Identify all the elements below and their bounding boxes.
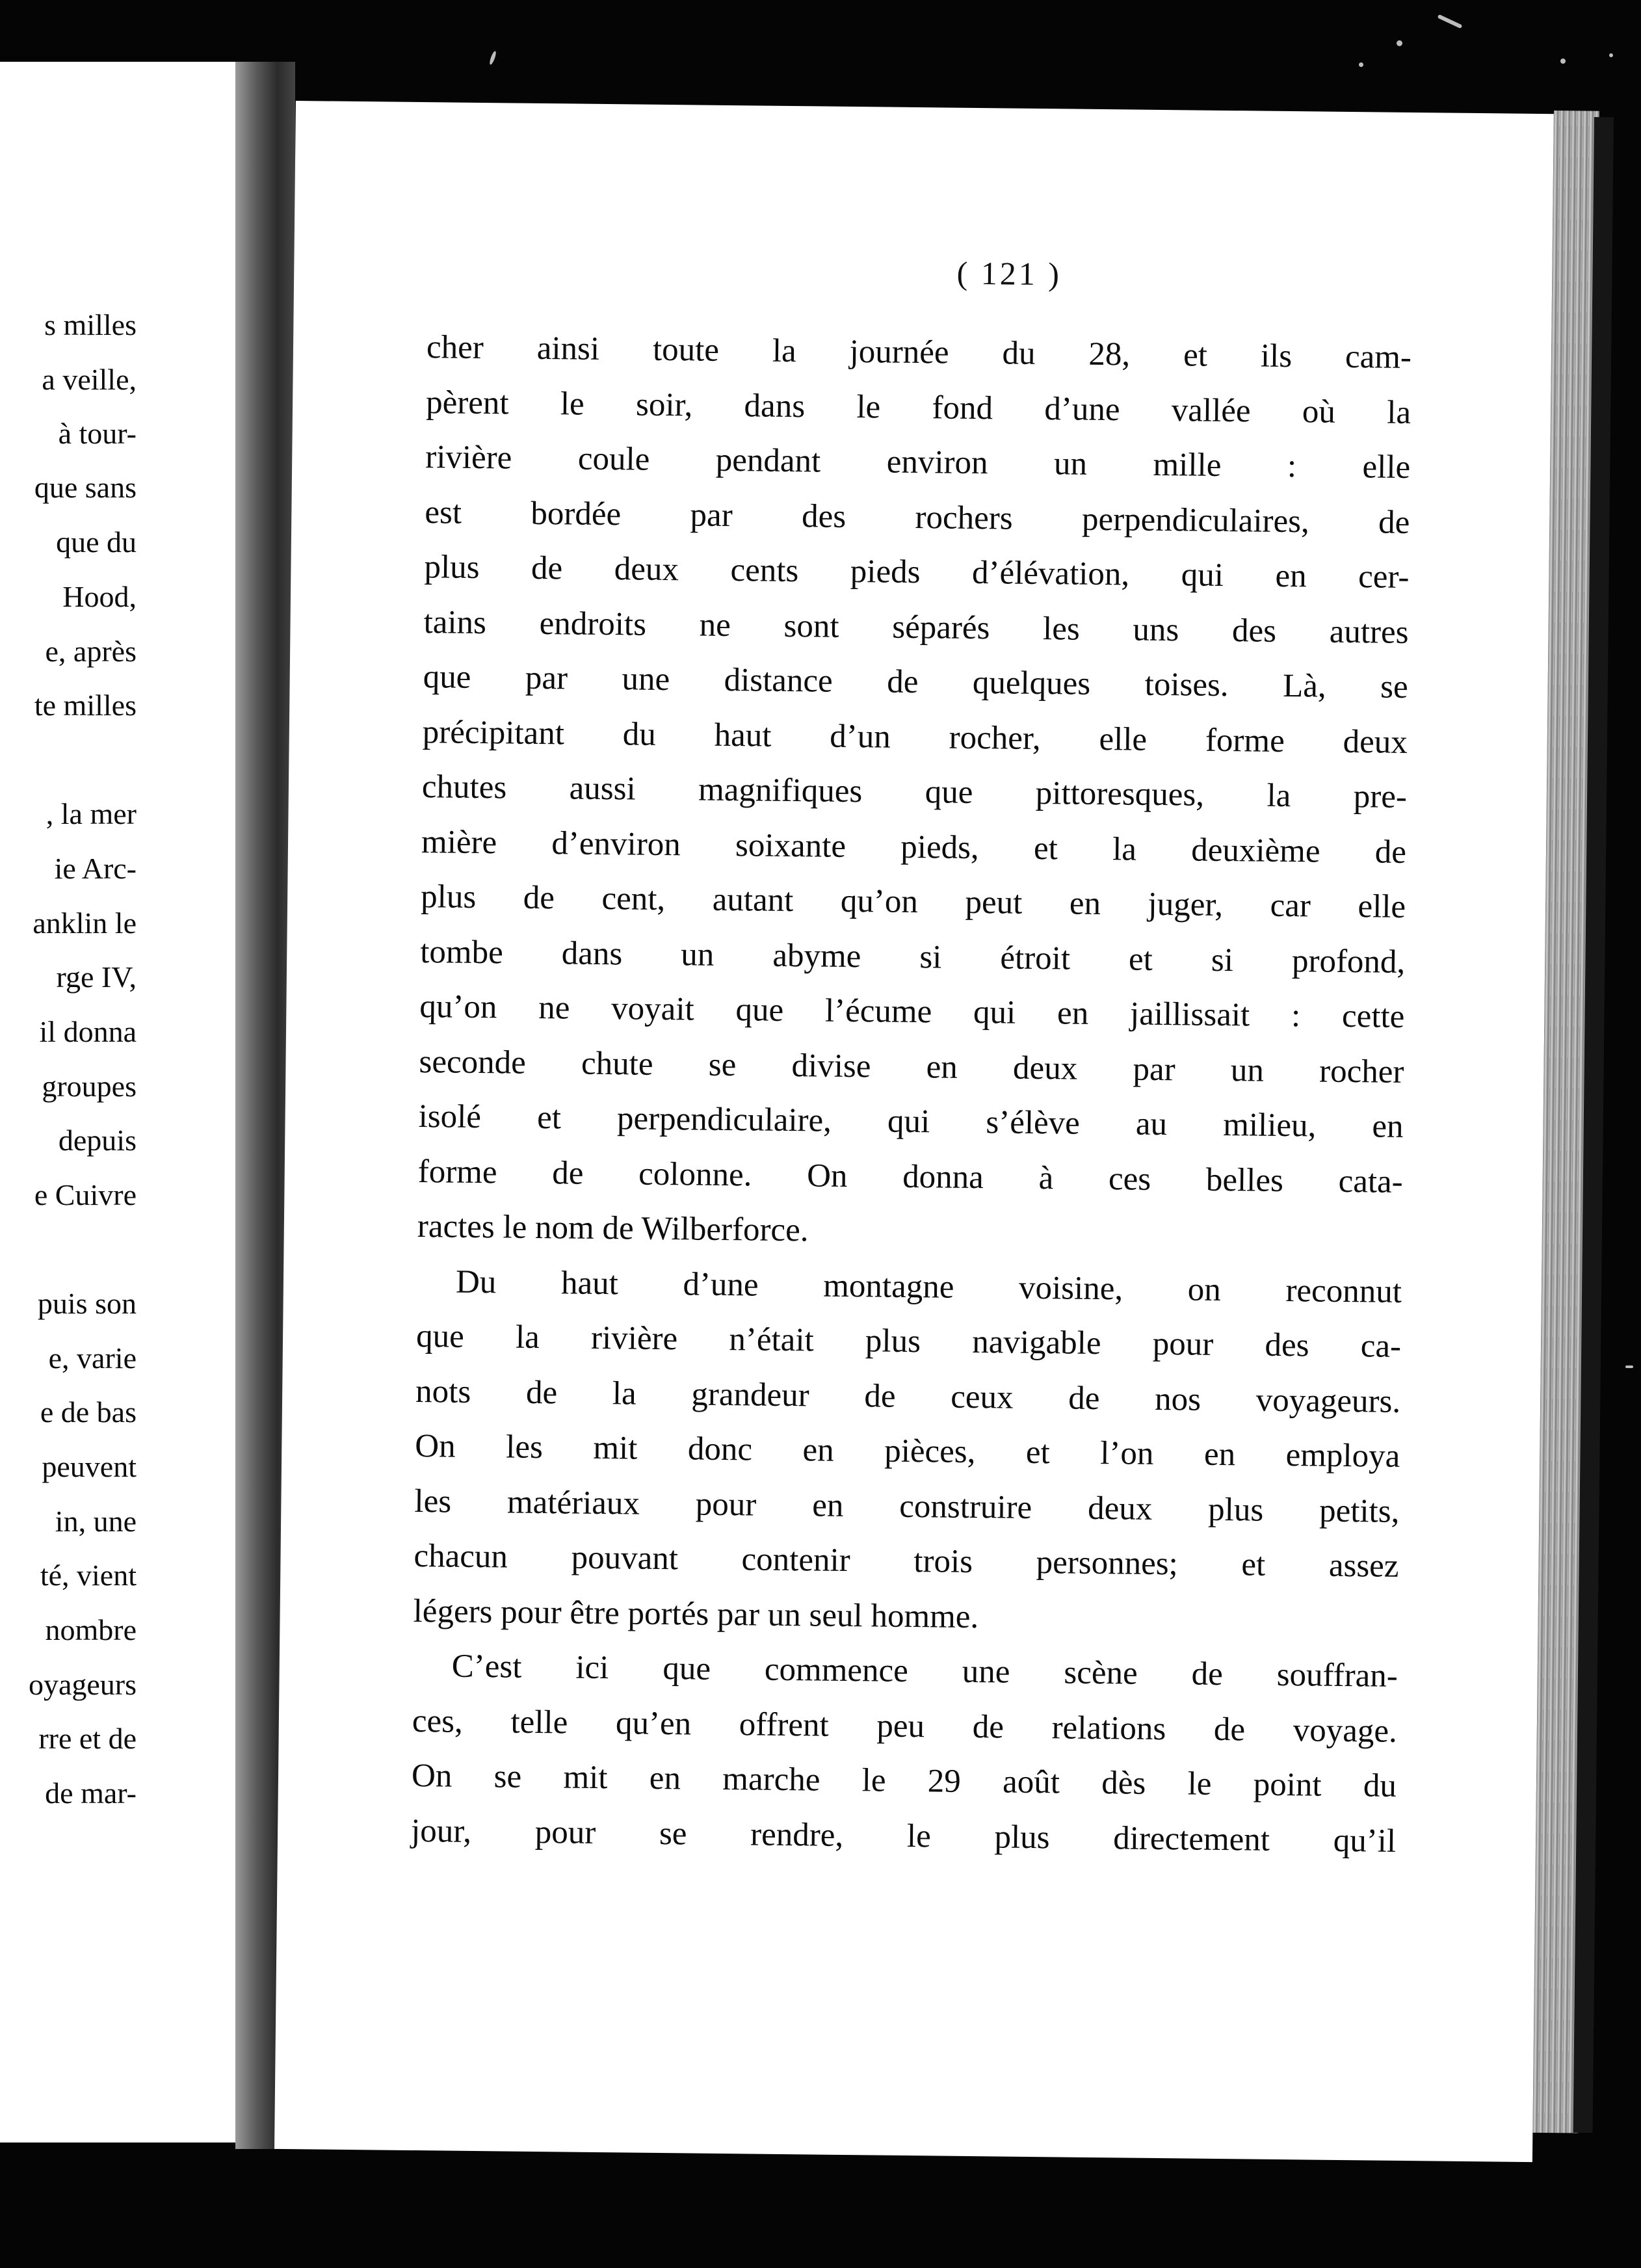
left-page-line: e de bas bbox=[40, 1395, 137, 1429]
left-page-line: il donna bbox=[39, 1015, 137, 1048]
text-line: On se mit en marche le 29 août dès le point du bbox=[411, 1758, 1397, 1804]
text-line: précipitant du haut d’un rocher, elle forme deux bbox=[422, 713, 1408, 761]
left-page-line: de mar- bbox=[45, 1776, 137, 1810]
text-line: rivière coule pendant environ un mille : elle bbox=[425, 439, 1411, 486]
text-line: Du haut d’une montagne voisine, on reconnut bbox=[455, 1263, 1402, 1310]
left-page-line: in, une bbox=[55, 1505, 137, 1538]
text-line: plus de deux cents pieds d’élévation, qui en cer- bbox=[424, 549, 1410, 596]
text-line: tains endroits ne sont séparés les uns des autres bbox=[423, 603, 1409, 651]
text-line: mière d’environ soixante pieds, et la deuxième de bbox=[421, 823, 1407, 871]
scan-speck bbox=[488, 51, 497, 66]
left-page-line: ie Arc- bbox=[54, 852, 137, 885]
scan-speck bbox=[1397, 40, 1402, 46]
left-page bbox=[0, 62, 241, 2143]
page-body-text bbox=[411, 320, 1412, 1869]
scan-speck bbox=[1359, 62, 1363, 67]
left-page-line: e Cuivre bbox=[34, 1178, 137, 1211]
text-line: isolé et perpendiculaire, qui s’élève au milieu, en bbox=[418, 1098, 1404, 1145]
left-page-line: groupes bbox=[42, 1070, 137, 1103]
text-line: chutes aussi magnifiques que pittoresques, la pre- bbox=[421, 769, 1408, 815]
left-page-line: , la mer bbox=[46, 797, 137, 830]
scan-speck bbox=[1560, 59, 1566, 64]
page-number: ( 121 ) bbox=[956, 254, 1062, 293]
text-line: les matériaux pour en construire deux plus petits, bbox=[414, 1483, 1400, 1530]
left-page-line: puis son bbox=[37, 1287, 137, 1320]
left-page-line: à tour- bbox=[58, 417, 137, 450]
left-page-line: nombre bbox=[45, 1613, 137, 1646]
left-page-line: s milles bbox=[44, 308, 137, 341]
left-page-line: depuis bbox=[58, 1124, 137, 1157]
scan-speck bbox=[1438, 14, 1463, 29]
text-line: ractes le nom de Wilberforce. bbox=[417, 1208, 809, 1249]
left-page-line: Hood, bbox=[62, 580, 137, 613]
text-line: nots de la grandeur de ceux de nos voyageurs. bbox=[415, 1373, 1401, 1420]
left-page-line: peuvent bbox=[42, 1450, 137, 1483]
left-page-line: e, varie bbox=[48, 1341, 137, 1375]
left-page-line: rge IV, bbox=[56, 960, 137, 994]
text-line: forme de colonne. On donna à ces belles cata- bbox=[417, 1153, 1403, 1200]
text-line: que la rivière n’était plus navigable pour des ca- bbox=[415, 1318, 1402, 1365]
text-line: tombe dans un abyme si étroit et si profond, bbox=[420, 933, 1406, 981]
scan-speck bbox=[1625, 1365, 1633, 1368]
text-line: pèrent le soir, dans le fond d’une vallée où la bbox=[425, 384, 1411, 431]
scan-speck bbox=[1609, 53, 1613, 57]
text-line: que par une distance de quelques toises. Là, se bbox=[423, 659, 1408, 705]
text-line: ces, telle qu’en offrent peu de relations de voyage. bbox=[412, 1702, 1398, 1750]
text-line: C’est ici que commence une scène de souffran- bbox=[451, 1648, 1398, 1694]
left-page-line: a veille, bbox=[42, 363, 137, 396]
left-page-line: te milles bbox=[34, 689, 137, 722]
left-page-line: que sans bbox=[34, 471, 137, 504]
left-page-line: anklin le bbox=[33, 906, 137, 940]
left-page-line: e, après bbox=[45, 635, 137, 668]
text-line: est bordée par des rochers perpendiculaires, de bbox=[425, 494, 1410, 541]
left-page-line: que du bbox=[56, 525, 137, 559]
right-page bbox=[274, 101, 1554, 2162]
text-line: On les mit donc en pièces, et l’on en employa bbox=[415, 1428, 1400, 1475]
text-line: légers pour être portés par un seul homme. bbox=[413, 1592, 979, 1635]
text-line: chacun pouvant contenir trois personnes; et assez bbox=[414, 1538, 1399, 1585]
left-page-line: té, vient bbox=[40, 1559, 137, 1592]
text-line: qu’on ne voyait que l’écume qui en jaillissait : cette bbox=[419, 988, 1405, 1035]
text-line: seconde chute se divise en deux par un rocher bbox=[419, 1043, 1404, 1090]
text-line: plus de cent, autant qu’on peut en juger, car elle bbox=[420, 878, 1406, 925]
left-page-line: rre et de bbox=[38, 1722, 137, 1755]
text-line: cher ainsi toute la journée du 28, et ils cam- bbox=[426, 329, 1412, 376]
text-line: jour, pour se rendre, le plus directement qu’il bbox=[410, 1812, 1397, 1860]
left-page-line: oyageurs bbox=[28, 1668, 137, 1701]
